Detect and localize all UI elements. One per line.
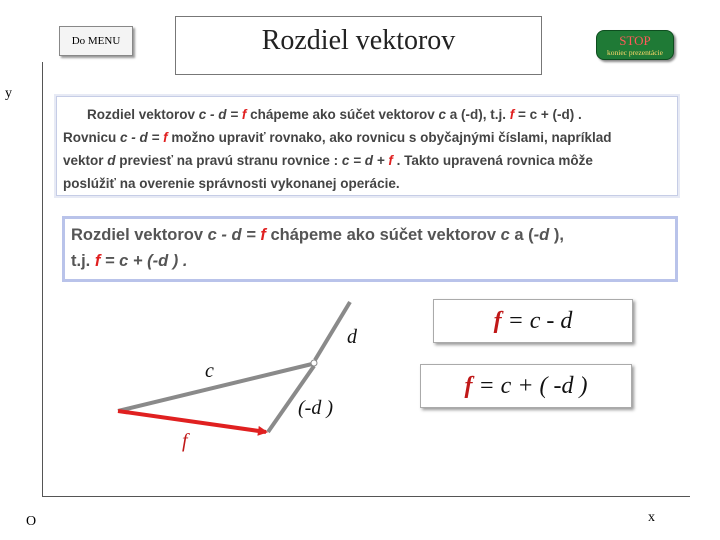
text-run: Rozdiel vektorov [71,226,208,244]
text-run: t.j. [71,252,95,270]
text-run: c [500,226,510,244]
formula-box-sum [420,364,632,408]
vector-joint-marker [311,360,317,366]
text-run: c - d = [207,226,261,244]
y-axis-label: y [5,86,12,101]
vector-neg-d-label: (-d ) [298,397,333,419]
text-run: f [388,153,393,168]
text-run: f [509,107,515,122]
text-run: previesť na pravú stranu rovnice : [115,153,342,168]
text-run: f [94,252,101,270]
text-run: a (-d), t.j. [446,107,510,122]
text-run: = c + (-d ) . [100,252,188,270]
x-axis-label: x [648,510,655,525]
text-run: c [438,107,447,122]
text-run: f [241,107,247,122]
formula-rest: = c - d [501,307,573,334]
text-run: c = d + [341,153,389,168]
text-run: Rovnicu [63,130,121,145]
stop-button-label: STOP [619,33,651,48]
text-run: možno upraviť rovnako, ako rovnicu s obyčajnými číslami, napríklad [167,130,612,145]
formula-f: f [464,372,473,399]
vector-d-label: d [347,326,357,348]
origin-label: O [26,514,37,529]
vector-f-label: f [182,430,188,452]
formula-box-difference [433,299,633,343]
text-run: c - d = [120,130,164,145]
vector-c-label: c [205,360,214,382]
stop-button-sublabel: koniec prezentácie [606,48,663,57]
text-run: vektor [63,153,108,168]
vector-f-arrow [118,411,266,432]
vector-d-line [315,302,350,360]
text-run: f [260,226,266,244]
text-run: a ( [509,226,534,244]
page-title: Rozdiel vektorov [261,25,456,56]
text-run: Rozdiel vektorov [87,107,199,122]
explanation-line-4: poslúžiť na overenie správnosti vykonanej operácie. [63,176,400,191]
text-run: d [107,153,116,168]
text-run: = c + (-d) . [514,107,582,122]
text-run: chápeme ako súčet vektorov [246,107,439,122]
text-run: . Takto upravená rovnica môže [392,153,593,168]
formula-f: f [493,307,502,334]
text-run: chápeme ako súčet vektorov [265,226,501,244]
vector-c-line [118,364,312,411]
formula-rest: = c + ( -d ) [472,372,588,399]
text-run: f [163,130,168,145]
text-run: -d [533,226,550,244]
menu-button[interactable]: Do MENU [59,26,133,56]
text-run: ), [549,226,564,244]
text-run: c - d = [198,107,242,122]
